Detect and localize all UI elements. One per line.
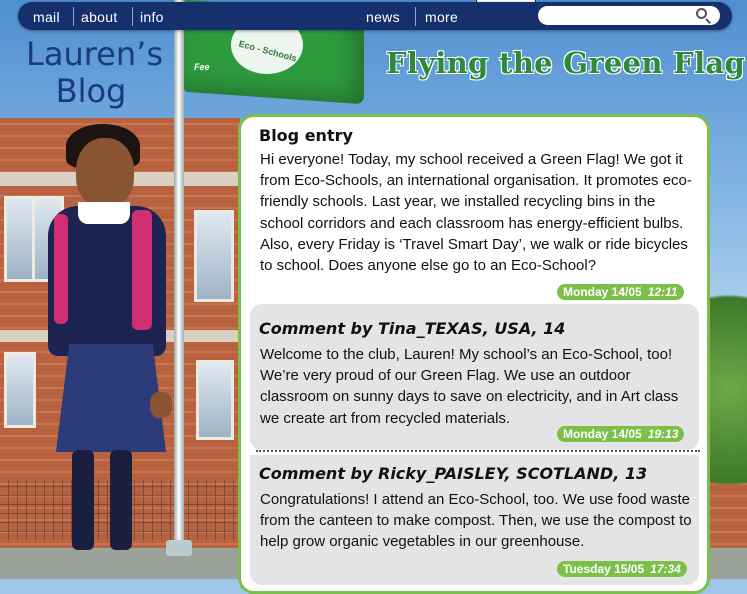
eco-schools-logo-text: Eco - Schools (237, 38, 298, 64)
comment-text: Welcome to the club, Lauren! My school’s an Eco-School, too! We’re very proud of our Green Flag. We use an outdoor classroom on sunny days to save on electricity, and in Art class we create art from recycled materials. (260, 346, 679, 427)
nav-link-info[interactable]: info (140, 9, 164, 25)
blog-name (26, 35, 163, 110)
girl-leg (110, 450, 132, 550)
timestamp-time: 17:34 (650, 562, 681, 576)
timestamp-time: 12:11 (647, 285, 678, 299)
flag-pole-base (166, 540, 192, 556)
nav-link-mail[interactable]: mail (33, 9, 60, 25)
timestamp-date: Monday 14/05 (563, 427, 642, 441)
comment-timestamp (557, 561, 687, 577)
blog-entry-text: Hi everyone! Today, my school received a Green Flag! We got it from Eco-Schools, an international organisation. It promotes eco-friendly schools. Last year, we installed recycling bins in the school corridors and each classroom has energy-efficient bulbs. Also, every Friday is ‘Travel Smart Day’, we walk or ride bicycles to school. Does anyone else go to an Eco-School? (260, 151, 692, 275)
girl-collar (78, 202, 130, 224)
backpack-strap (54, 214, 68, 324)
timestamp-date: Monday 14/05 (563, 285, 642, 299)
nav-link-more[interactable]: more (425, 9, 459, 25)
girl-leg (72, 450, 94, 550)
girl-hand (150, 392, 172, 418)
girl-face (76, 138, 134, 208)
page-title: Flying the Green Flag (386, 46, 746, 80)
blog-name-line1: Lauren’s (26, 35, 163, 73)
nav-separator (73, 7, 74, 26)
comment-text: Congratulations! I attend an Eco-School, too. We use food waste from the canteen to make compost. Then, we use the compost to help grow organic vegetables in our greenhouse. (260, 491, 692, 551)
nav-link-about[interactable]: about (81, 9, 118, 25)
building-window (196, 360, 234, 440)
backpack-strap (132, 210, 152, 330)
blog-name-line2: Blog (55, 72, 127, 110)
comment-divider (256, 450, 700, 452)
timestamp-date: Tuesday 15/05 (563, 562, 645, 576)
timestamp-time: 19:13 (647, 427, 679, 441)
comment-heading: Comment by Ricky_PAISLEY, SCOTLAND, 13 (259, 464, 648, 483)
building-window (194, 210, 234, 302)
nav-separator (132, 7, 133, 26)
flag-corner-text: Fee (194, 62, 210, 72)
blog-entry-timestamp (557, 284, 684, 300)
building-window (4, 352, 36, 428)
comment-heading: Comment by Tina_TEXAS, USA, 14 (259, 319, 566, 338)
tree (705, 290, 747, 540)
blog-entry-heading: Blog entry (259, 126, 353, 145)
search-icon[interactable] (696, 8, 707, 19)
search-input[interactable] (538, 6, 720, 25)
comment-timestamp (557, 426, 684, 442)
nav-separator (415, 7, 416, 26)
flag-pole (174, 0, 184, 555)
nav-link-news[interactable]: news (366, 9, 400, 25)
